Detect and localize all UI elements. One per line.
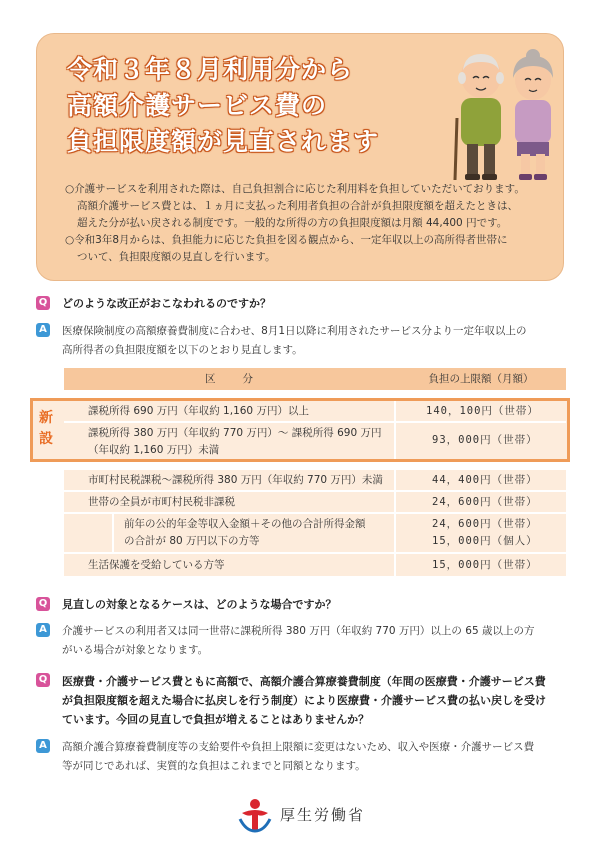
table-row [64, 492, 566, 512]
row-amount: 24，600円（世帯） [432, 496, 538, 508]
header-category: 区 分 [205, 373, 255, 385]
answer-line: 等が同じであれば、実質的な負担はこれまでと同額となります。 [62, 760, 366, 772]
question-text: 見直しの対象となるケースは、どのような場合ですか？ [62, 598, 337, 611]
row-label [124, 516, 366, 550]
row-label: 生活保護を受給している方等 [88, 559, 225, 571]
qa-block-1 [36, 295, 566, 313]
answer-line: 介護サービスの利用者又は同一世帯に課税所得 380 万円（年収約 770 万円）以上の 65 歳以上の方 [62, 625, 535, 637]
question-line: が負担限度額を超えた場合に払戻しを行う制度）により医療費・介護サービス費の払い戻しを受け [62, 694, 546, 707]
ministry-name: 厚生労働省 [280, 806, 366, 824]
row-label: 市町村民税課税～課税所得 380 万円（年収約 770 万円）未満 [88, 474, 383, 486]
table-header [64, 368, 566, 390]
question-line: 医療費・介護サービス費ともに高額で、高額介護合算療養費制度（年間の医療費・介護サービス費 [62, 675, 546, 688]
answer-block-1 [36, 322, 566, 360]
row-label [88, 425, 382, 459]
new-label-char: 設 [39, 431, 53, 447]
column-divider [394, 470, 396, 576]
answer-text [62, 622, 566, 660]
intro-line: ついて、負担限度額の見直しを行います。 [77, 251, 276, 263]
question-text [62, 672, 566, 729]
row-label: 課税所得 690 万円（年収約 1,160 万円）以上 [88, 405, 309, 417]
answer-text [62, 322, 566, 360]
question-line: ています。今回の見直しで負担が増えることはありませんか？ [62, 713, 370, 726]
answer-block-3 [36, 738, 566, 776]
intro-line: 高額介護サービス費とは、１ヵ月に支払った利用者負担の合計が負担限度額を超えたときは、 [77, 200, 518, 212]
elderly-couple-illustration [445, 48, 565, 188]
table-row [64, 514, 566, 552]
row-amount [432, 516, 582, 550]
header-amount: 負担の上限額（月額） [428, 373, 534, 385]
row-amount: 44，400円（世帯） [432, 474, 538, 486]
row-amount-line: 15，000円（個人） [432, 535, 538, 547]
table-row [64, 470, 566, 490]
answer-block-2 [36, 622, 566, 660]
page-title [67, 52, 467, 160]
intro-line: ○令和3年8月からは、負担能力に応じた負担を図る観点から、一定年収以上の高所得者世帯に [65, 234, 508, 246]
row-amount: 15，000円（世帯） [432, 559, 538, 571]
answer-line: がいる場合が対象となります。 [62, 644, 209, 656]
table-row [64, 402, 566, 421]
a-badge: A [36, 623, 50, 637]
new-label-char: 新 [39, 410, 53, 426]
qa-block-3 [36, 672, 566, 729]
row-amount: 93，000円（世帯） [432, 434, 538, 446]
q-badge: Q [36, 296, 50, 310]
mhlw-logo-icon [238, 797, 272, 833]
row-label-line: 課税所得 380 万円（年収約 770 万円）～ 課税所得 690 万円 [88, 427, 382, 439]
title-line-3: 負担限度額が見直されます [67, 127, 380, 156]
question-text: どのような改正がおこなわれるのですか？ [62, 297, 271, 310]
title-line-1: 令和３年８月利用分から [67, 55, 354, 84]
row-indent-spacer [64, 514, 112, 552]
column-divider [394, 401, 396, 459]
title-line-2: 高額介護サービス費の [67, 91, 328, 120]
answer-text [62, 738, 566, 776]
table-row [64, 554, 566, 576]
a-badge: A [36, 739, 50, 753]
row-amount-line: 24，600円（世帯） [432, 518, 538, 530]
new-label [33, 401, 59, 459]
header-card [36, 33, 564, 281]
row-label: 世帯の全員が市町村民税非課税 [88, 496, 235, 508]
table-row [64, 424, 566, 458]
a-badge: A [36, 323, 50, 337]
qa-block-2 [36, 596, 566, 614]
q-badge: Q [36, 597, 50, 611]
row-divider [64, 421, 566, 423]
answer-line: 高所得者の負担限度額を以下のとおり見直します。 [62, 344, 303, 356]
row-amount: 140，100円（世帯） [426, 405, 539, 417]
ministry-footer [238, 797, 388, 833]
row-label-line: （年収約 1,160 万円）未満 [88, 444, 220, 456]
answer-line: 高額介護合算療養費制度等の支給要件や負担上限額に変更はないため、収入や医療・介護サービス費 [62, 741, 535, 753]
row-label-line: 前年の公的年金等収入金額＋その他の合計所得金額 [124, 518, 366, 530]
answer-line: 医療保険制度の高額療養費制度に合わせ、8月1日以降に利用されたサービス分より一定年収以上の [62, 325, 527, 337]
intro-line: ○介護サービスを利用された際は、自己負担割合に応じた利用料を負担していただいております。 [65, 183, 525, 195]
q-badge: Q [36, 673, 50, 687]
intro-line: 超えた分が払い戻される制度です。一般的な所得の方の負担限度額は月額 44,400 円です。 [77, 217, 508, 229]
row-label-line: の合計が 80 万円以下の方等 [124, 535, 260, 547]
intro-text [65, 181, 555, 266]
